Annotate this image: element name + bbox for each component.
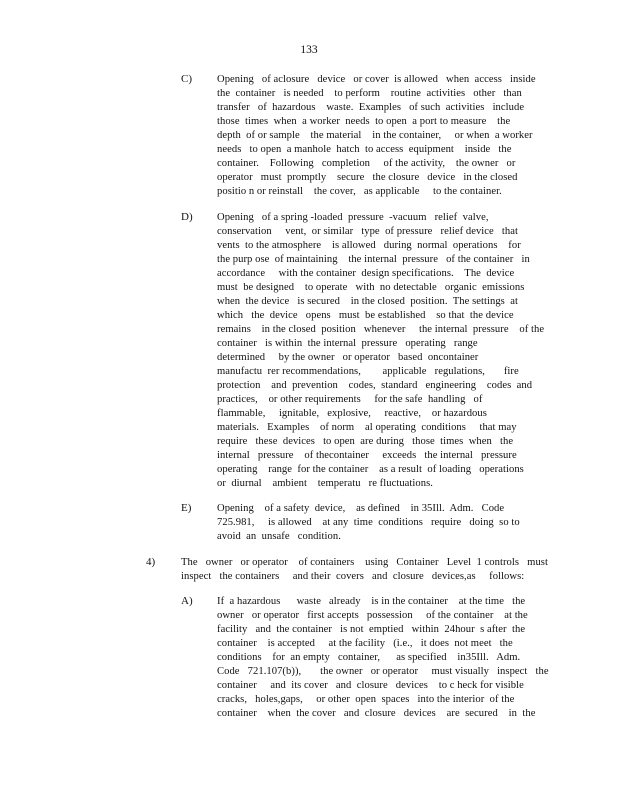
text-line: the container is needed to perform routine activities other than xyxy=(217,88,522,99)
text-line: vents to the atmosphere is allowed during normal operations for xyxy=(217,240,521,251)
text-line: facility and the container is not emptied within 24hour s after the xyxy=(217,624,526,635)
text-line: cracks, holes,gaps, or other open spaces into the interior of the xyxy=(217,694,515,705)
text-line: inspect the containers and their covers and closure devices,as follows: xyxy=(181,571,525,582)
text-line: If a hazardous waste already is in the container at the time the xyxy=(217,596,526,607)
item-label: C) xyxy=(181,73,192,85)
text-line: container is accepted at the facility (i.e., it does not meet the xyxy=(217,638,513,649)
text-line: container is within the internal pressure operating range xyxy=(217,338,478,349)
text-line: or diurnal ambient temperatu re fluctuations. xyxy=(217,478,433,489)
text-line: depth of or sample the material in the container, or when a worker xyxy=(217,130,533,141)
text-line: operating range for the container as a result of loading operations xyxy=(217,464,524,475)
text-line: needs to open a manhole hatch to access equipment inside the xyxy=(217,144,512,155)
item-label: D) xyxy=(181,211,193,223)
text-line: protection and prevention codes, standard engineering codes and xyxy=(217,380,533,391)
text-line: when the device is secured in the closed position. The settings at xyxy=(217,296,518,307)
page-number: 133 xyxy=(300,44,318,56)
text-line: Opening of a spring -loaded pressure -vacuum relief valve, xyxy=(217,212,489,223)
text-line: the purp ose of maintaining the internal pressure of the container in xyxy=(217,254,530,265)
text-line: transfer of hazardous waste. Examples of such activities include xyxy=(217,102,525,113)
text-line: operator must promptly secure the closure device in the closed xyxy=(217,172,518,183)
text-line: conditions for an empty container, as specified in35Ill. Adm. xyxy=(217,652,521,663)
text-line: remains in the closed position whenever the internal pressure of the xyxy=(217,324,545,335)
text-line: The owner or operator of containers using Container Level 1 controls must xyxy=(181,557,548,568)
text-line: avoid an unsafe condition. xyxy=(217,531,341,542)
text-line: must be designed to operate with no detectable organic emissions xyxy=(217,282,525,293)
text-line: conservation vent, or similar type of pressure relief device that xyxy=(217,226,518,237)
text-line: materials. Examples of norm al operating conditions that may xyxy=(217,422,517,433)
text-line: container and its cover and closure devices to c heck for visible xyxy=(217,680,524,691)
item-label: A) xyxy=(181,595,193,607)
text-line: manufactu rer recommendations, applicable regulations, fire xyxy=(217,366,519,377)
item-label: E) xyxy=(181,502,192,514)
text-line: 725.981, is allowed at any time conditions require doing so to xyxy=(217,517,520,528)
text-line: flammable, ignitable, explosive, reactive, or hazardous xyxy=(217,408,487,419)
text-line: container when the cover and closure devices are secured in the xyxy=(217,708,536,719)
text-line: accordance with the container design specifications. The device xyxy=(217,268,515,279)
text-line: Opening of aclosure device or cover is allowed when access inside xyxy=(217,74,536,85)
text-line: positio n or reinstall the cover, as applicable to the container. xyxy=(217,186,502,197)
text-line: require these devices to open are during those times when the xyxy=(217,436,514,447)
text-line: internal pressure of thecontainer exceeds the internal pressure xyxy=(217,450,517,461)
text-line: container. Following completion of the activity, the owner or xyxy=(217,158,516,169)
text-line: Code 721.107(b)), the owner or operator must visually inspect the xyxy=(217,666,549,677)
text-line: Opening of a safety device, as defined in 35Ill. Adm. Code xyxy=(217,503,505,514)
text-line: practices, or other requirements for the safe handling of xyxy=(217,394,483,405)
text-line: determined by the owner or operator based oncontainer xyxy=(217,352,479,363)
text-line: which the device opens must be established so that the device xyxy=(217,310,514,321)
text-line: owner or operator first accepts possession of the container at the xyxy=(217,610,528,621)
text-line: those times when a worker needs to open a port to measure the xyxy=(217,116,511,127)
item-label: 4) xyxy=(146,556,156,568)
